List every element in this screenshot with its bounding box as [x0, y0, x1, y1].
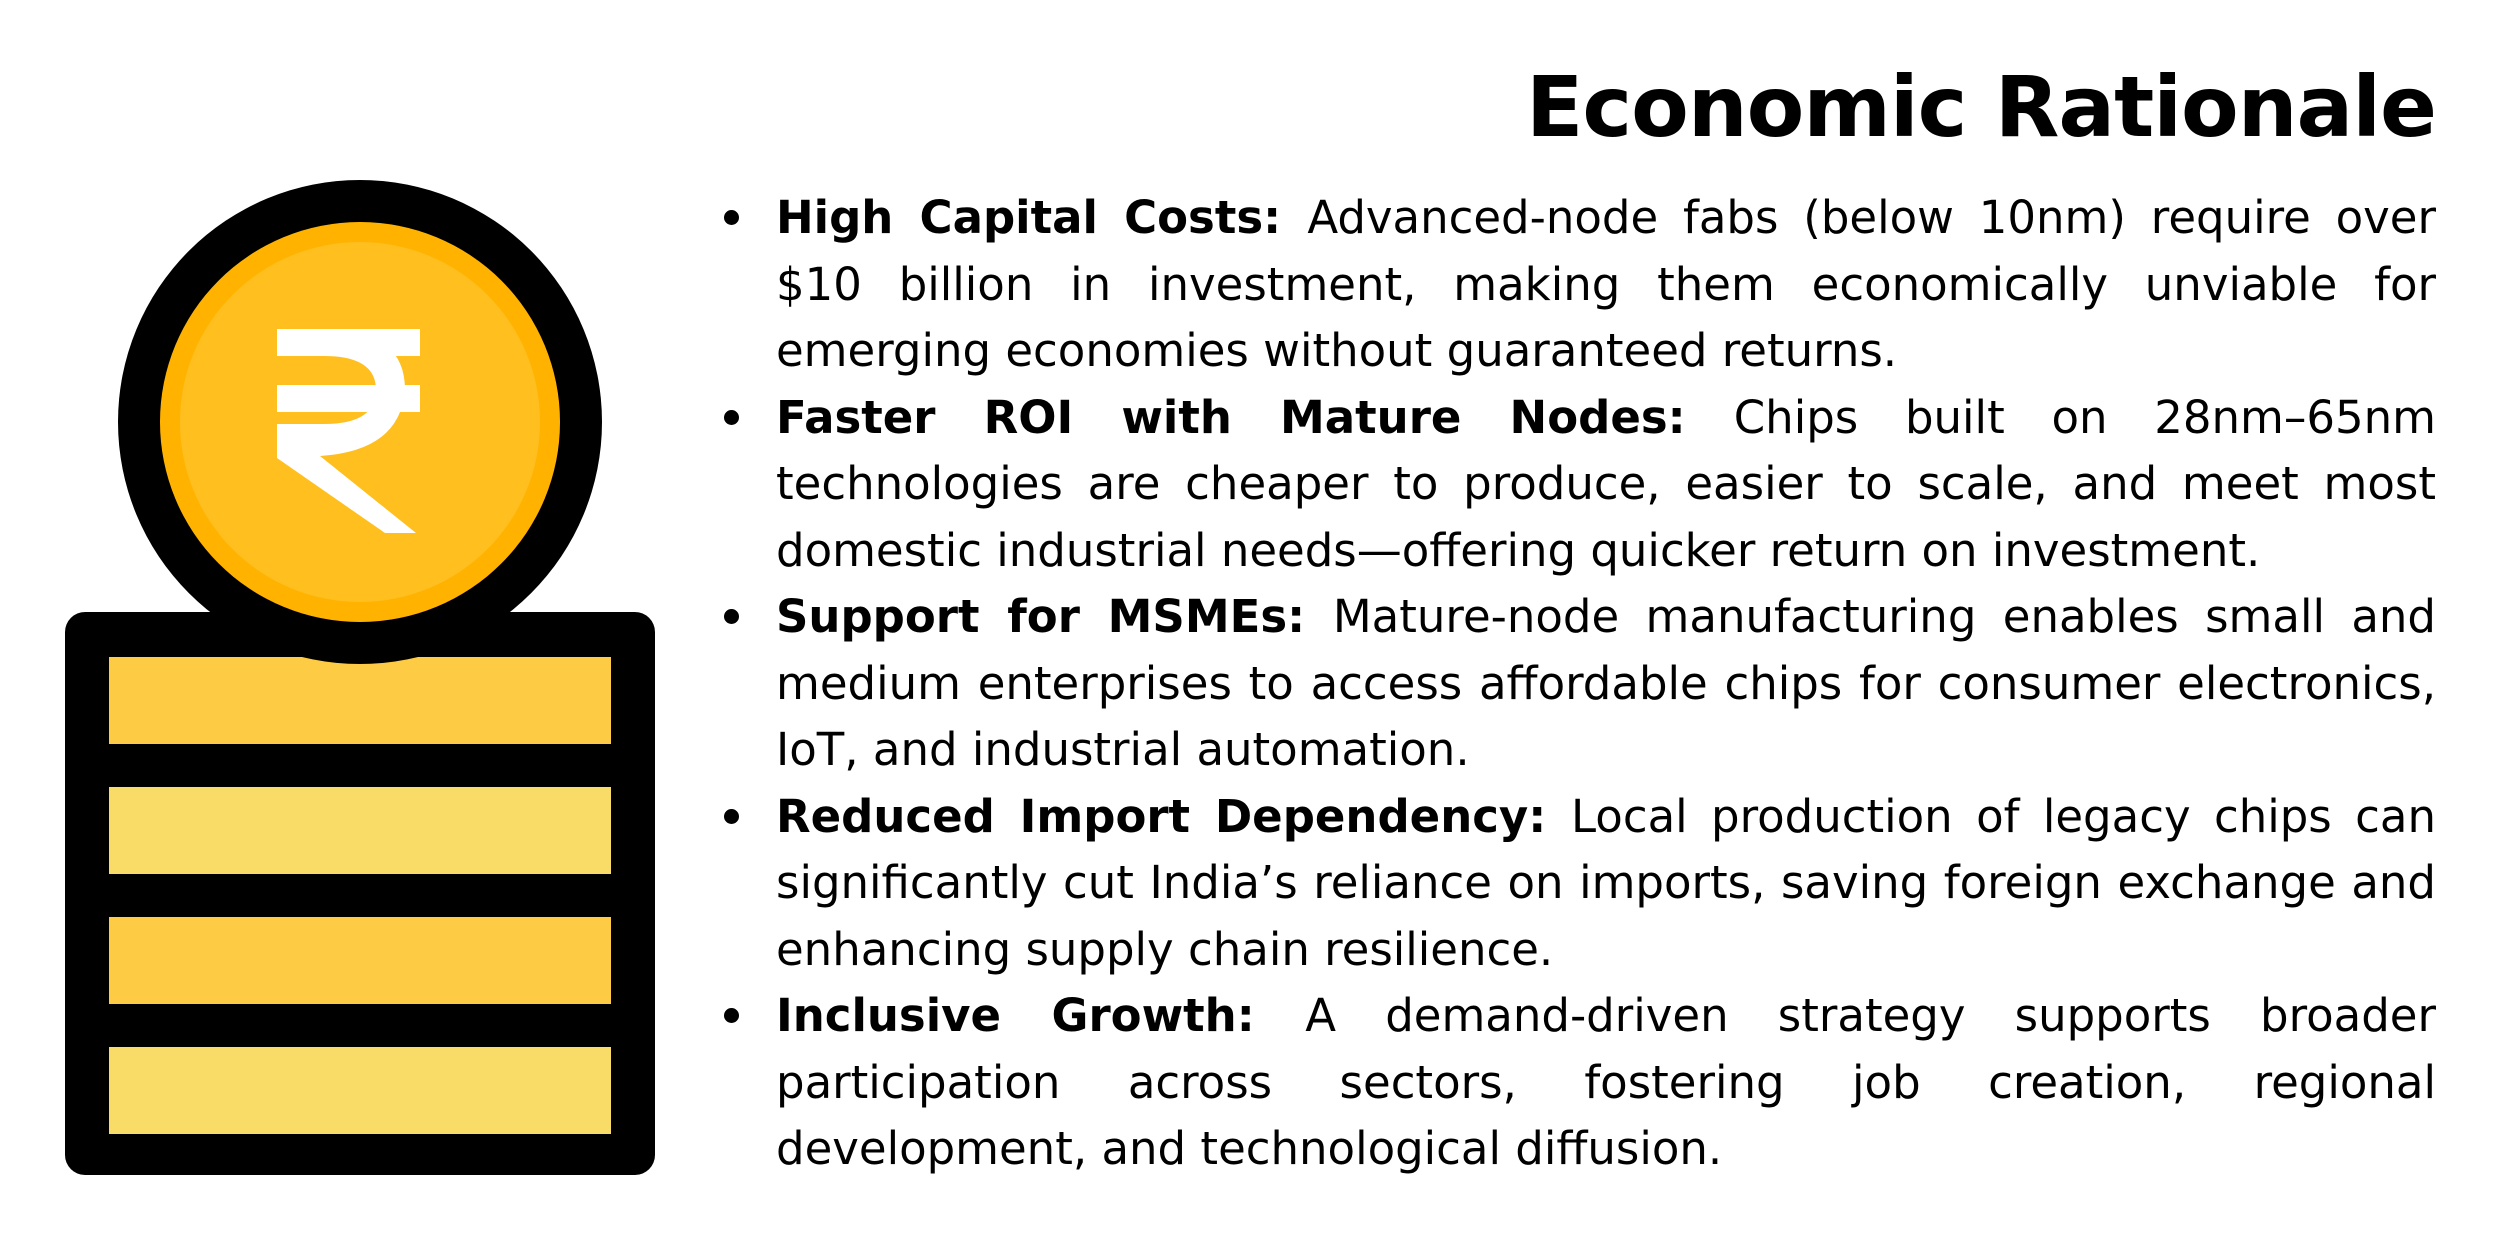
bullet-icon	[724, 210, 739, 225]
point-heading: Inclusive Growth:	[776, 989, 1306, 1042]
point-text: A demand-driven strategy supports broader participation across sectors, fostering job creation, regional development, and technological diffusion.	[776, 989, 2436, 1175]
page-title: Economic Rationale	[1525, 58, 2436, 156]
list-item	[722, 983, 2436, 1183]
stack-bar-3	[109, 917, 611, 1004]
point-text: Mature-node manufacturing enables small and medium enterprises to access affordable chips for consumer electronics, IoT, and industrial automation.	[776, 590, 2436, 776]
list-item	[722, 784, 2436, 984]
list-item	[722, 584, 2436, 784]
list-item	[722, 385, 2436, 585]
point-heading: High Capital Costs:	[776, 191, 1308, 244]
bullet-icon	[724, 1008, 739, 1023]
point-text: Chips built on 28nm–65nm technologies are cheaper to produce, easier to scale, and meet most domestic industrial needs—offering quicker return on investment.	[776, 390, 2437, 577]
bullet-icon	[724, 410, 739, 425]
point-heading: Reduced Import Dependency:	[776, 789, 1572, 843]
rupee-coin	[118, 180, 602, 664]
bullet-icon	[724, 809, 739, 824]
stack-bar-1	[109, 657, 611, 744]
point-heading: Faster ROI with Mature Nodes:	[776, 390, 1734, 444]
point-heading: Support for MSMEs:	[776, 590, 1333, 643]
list-item	[722, 185, 2436, 385]
point-text: Advanced-node fabs (below 10nm) require over $10 billion in investment, making them economically unviable for emerging economies without guaranteed returns.	[776, 191, 2436, 377]
rupee-coin-stack-icon	[60, 175, 660, 1175]
stack-bar-2	[109, 787, 611, 874]
rationale-list	[722, 185, 2436, 1183]
bullet-icon	[724, 609, 739, 624]
coin-stack	[65, 612, 655, 1175]
rationale-list-container	[722, 185, 2436, 1183]
stack-bar-4	[109, 1047, 611, 1134]
point-text: Local production of legacy chips can significantly cut India’s reliance on imports, saving foreign exchange and enhancing supply chain resilience.	[776, 789, 2436, 976]
